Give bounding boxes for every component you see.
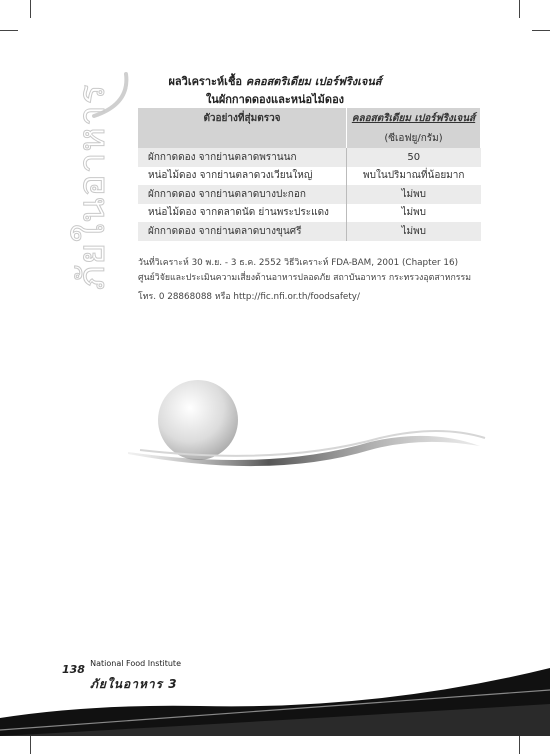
result-cell: ไม่พบ [347,222,481,241]
footer-book-title: ภัยในอาหาร 3 [90,677,178,691]
header-sample: ตัวอย่างที่สุ่มตรวจ [138,108,347,148]
page-subtitle: ในผักกาดดองและหน่อไม้ดอง [205,93,345,106]
table-row [138,167,481,186]
crop-mark [30,0,31,18]
note-analysis-date: วันที่วิเคราะห์ 30 พ.ย. - 3 ธ.ค. 2552 วิธีวิเคราะห์ FDA-BAM, 2001 (Chapter 16) [138,258,459,268]
table-row [138,148,481,167]
sphere-swoosh-decoration [120,380,490,490]
note-contact: โทร. 0 28868088 หรือ http://fic.nfi.or.th/foodsafety/ [138,292,360,302]
table-row [138,185,481,204]
header-unit: (ซีเอฟยู/กรัม) [347,128,481,148]
crop-mark [519,0,520,18]
side-title: ภัยในอาหาร [70,83,113,290]
page-number: 138 [62,663,85,676]
result-cell: ไม่พบ [347,204,481,223]
crop-mark [519,736,520,754]
title-prefix: ผลวิเคราะห์เชื้อ [168,75,243,88]
footer-brand [62,659,181,691]
note-lab: ศูนย์วิจัยและประเมินความเสี่ยงด้านอาหารปลอดภัย สถาบันอาหาร กระทรวงอุตสาหกรรม [138,273,472,283]
sample-cell: หน่อไม้ดอง จากตลาดนัด ย่านพระประแดง [138,204,347,223]
table-row [138,204,481,223]
crop-mark [0,30,18,31]
results-table [138,108,481,241]
table-row [138,222,481,241]
sample-cell: หน่อไม้ดอง จากย่านตลาดวงเวียนใหญ่ [138,167,347,186]
result-cell: พบในปริมาณที่น้อยมาก [347,167,481,186]
sample-cell: ผักกาดดอง จากย่านตลาดบางขุนศรี [138,222,347,241]
sample-cell: ผักกาดดอง จากย่านตลาดบางปะกอก [138,185,347,204]
page-title [0,72,550,90]
result-cell: ไม่พบ [347,185,481,204]
crop-mark [532,30,550,31]
sample-cell: ผักกาดดอง จากย่านตลาดพรานนก [138,148,347,167]
result-cell: 50 [347,148,481,167]
title-organism: คลอสตริเดียม เปอร์ฟริงเจนส์ [245,75,382,88]
crop-mark [30,736,31,754]
footer-institute: National Food Institute [90,659,181,668]
header-result: คลอสตริเดียม เปอร์ฟริงเจนส์ [347,108,481,128]
